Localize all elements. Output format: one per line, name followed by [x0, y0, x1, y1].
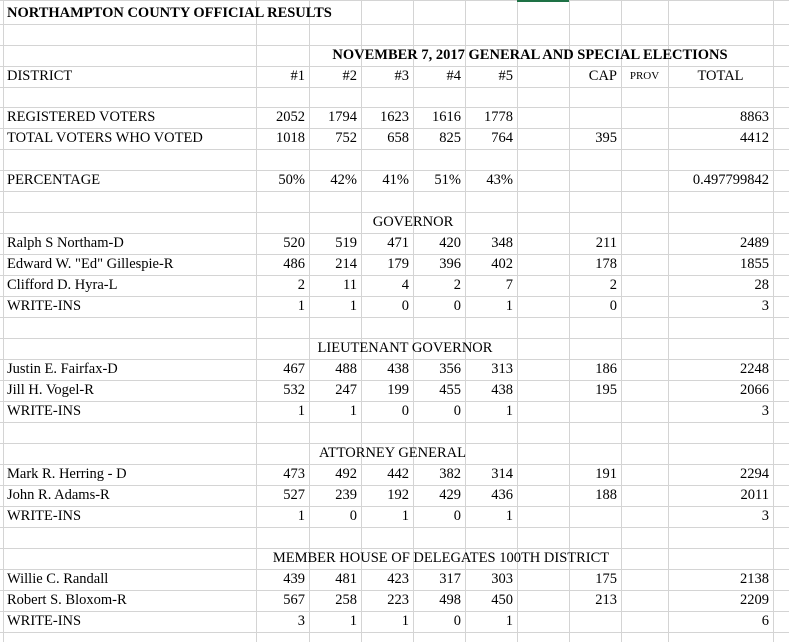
vote-cell[interactable]: 471: [387, 235, 409, 251]
vote-cell[interactable]: 520: [283, 235, 305, 251]
vote-cell[interactable]: 450: [491, 592, 513, 608]
vote-cell-total[interactable]: 2489: [740, 235, 769, 251]
vote-cell[interactable]: 396: [439, 256, 461, 272]
candidate-label[interactable]: Jill H. Vogel-R: [7, 382, 94, 398]
section-heading-attorney-general[interactable]: ATTORNEY GENERAL: [318, 445, 466, 461]
vote-cell[interactable]: 0: [453, 298, 461, 314]
vote-cell[interactable]: 0: [401, 298, 409, 314]
vote-cell[interactable]: 258: [335, 592, 357, 608]
vote-cell[interactable]: 429: [439, 487, 461, 503]
header-cap[interactable]: CAP: [588, 68, 617, 84]
election-title[interactable]: NOVEMBER 7, 2017 GENERAL AND SPECIAL ELECTIONS: [332, 47, 728, 63]
voted-label[interactable]: TOTAL VOTERS WHO VOTED: [7, 130, 203, 146]
voted-p2[interactable]: 752: [335, 130, 357, 146]
vote-cell[interactable]: 438: [387, 361, 409, 377]
vote-cell-total[interactable]: 2209: [740, 592, 769, 608]
vote-cell-total[interactable]: 2248: [740, 361, 769, 377]
candidate-label[interactable]: WRITE-INS: [7, 403, 82, 419]
section-heading-lt-governor[interactable]: LIEUTENANT GOVERNOR: [317, 340, 493, 356]
vote-cell[interactable]: 402: [491, 256, 513, 272]
vote-cell[interactable]: 455: [439, 382, 461, 398]
vote-cell[interactable]: 1: [505, 403, 513, 419]
candidate-label[interactable]: Clifford D. Hyra-L: [7, 277, 118, 293]
percentage-p5[interactable]: 43%: [486, 172, 513, 188]
active-cell-indicator: [517, 0, 569, 2]
vote-cell-cap[interactable]: 195: [595, 382, 617, 398]
percentage-p3[interactable]: 41%: [382, 172, 409, 188]
vote-cell[interactable]: 1: [297, 508, 305, 524]
candidate-label[interactable]: Mark R. Herring - D: [7, 466, 127, 482]
voted-cap[interactable]: 395: [595, 130, 617, 146]
vote-cell-total[interactable]: 3: [761, 508, 769, 524]
candidate-label[interactable]: Justin E. Fairfax-D: [7, 361, 118, 377]
candidate-label[interactable]: WRITE-INS: [7, 298, 82, 314]
vote-cell-total[interactable]: 3: [761, 403, 769, 419]
vote-cell[interactable]: 0: [349, 508, 357, 524]
vote-cell-cap[interactable]: 178: [595, 256, 617, 272]
section-heading-governor[interactable]: GOVERNOR: [372, 214, 454, 230]
vote-cell[interactable]: 1: [297, 298, 305, 314]
header-precinct-4[interactable]: #4: [446, 68, 461, 84]
vote-cell-cap[interactable]: 211: [595, 235, 617, 251]
vote-cell[interactable]: 1: [349, 403, 357, 419]
vote-cell[interactable]: 1: [401, 613, 409, 629]
registered-total[interactable]: 8863: [740, 109, 769, 125]
vote-cell[interactable]: 7: [505, 277, 513, 293]
vote-cell[interactable]: 436: [491, 487, 513, 503]
vote-cell[interactable]: 420: [439, 235, 461, 251]
candidate-label[interactable]: John R. Adams-R: [7, 487, 110, 503]
registered-p3[interactable]: 1623: [380, 109, 409, 125]
percentage-p2[interactable]: 42%: [330, 172, 357, 188]
vote-cell-cap[interactable]: 175: [595, 571, 617, 587]
vote-cell-cap[interactable]: 213: [595, 592, 617, 608]
registered-label[interactable]: REGISTERED VOTERS: [7, 109, 156, 125]
candidate-label[interactable]: Robert S. Bloxom-R: [7, 592, 127, 608]
vote-cell[interactable]: 0: [453, 403, 461, 419]
voted-p4[interactable]: 825: [439, 130, 461, 146]
vote-cell-cap[interactable]: 186: [595, 361, 617, 377]
vote-cell[interactable]: 199: [387, 382, 409, 398]
vote-cell[interactable]: 1: [349, 613, 357, 629]
vote-cell[interactable]: 313: [491, 361, 513, 377]
vote-cell[interactable]: 498: [439, 592, 461, 608]
vote-cell[interactable]: 239: [335, 487, 357, 503]
vote-cell[interactable]: 439: [283, 571, 305, 587]
vote-cell[interactable]: 11: [343, 277, 357, 293]
section-heading-house-delegates[interactable]: MEMBER HOUSE OF DELEGATES 100TH DISTRICT: [272, 550, 610, 566]
vote-cell-cap[interactable]: [569, 611, 621, 632]
vote-cell[interactable]: 481: [335, 571, 357, 587]
vote-cell-cap[interactable]: 191: [595, 466, 617, 482]
vote-cell[interactable]: 314: [491, 466, 513, 482]
vote-cell[interactable]: 247: [335, 382, 357, 398]
vote-cell[interactable]: 1: [505, 298, 513, 314]
header-precinct-5[interactable]: #5: [498, 68, 513, 84]
vote-cell[interactable]: 1: [505, 508, 513, 524]
vote-cell-cap[interactable]: 2: [609, 277, 617, 293]
vote-cell[interactable]: 473: [283, 466, 305, 482]
vote-cell[interactable]: 223: [387, 592, 409, 608]
vote-cell[interactable]: 1: [297, 403, 305, 419]
header-district[interactable]: DISTRICT: [7, 68, 73, 84]
vote-cell[interactable]: 423: [387, 571, 409, 587]
sheet-title[interactable]: NORTHAMPTON COUNTY OFFICIAL RESULTS: [7, 5, 332, 21]
header-precinct-1[interactable]: #1: [290, 68, 305, 84]
vote-cell[interactable]: 488: [335, 361, 357, 377]
candidate-label[interactable]: WRITE-INS: [7, 613, 82, 629]
vote-cell[interactable]: 492: [335, 466, 357, 482]
vote-cell[interactable]: 567: [283, 592, 305, 608]
vote-cell[interactable]: 179: [387, 256, 409, 272]
vote-cell[interactable]: 532: [283, 382, 305, 398]
vote-cell[interactable]: 1: [349, 298, 357, 314]
vote-cell[interactable]: 467: [283, 361, 305, 377]
vote-cell[interactable]: 442: [387, 466, 409, 482]
registered-cap[interactable]: [569, 107, 621, 128]
voted-p5[interactable]: 764: [491, 130, 513, 146]
candidate-label[interactable]: WRITE-INS: [7, 508, 82, 524]
vote-cell-total[interactable]: 28: [754, 277, 769, 293]
vote-cell[interactable]: 0: [401, 403, 409, 419]
vote-cell-total[interactable]: 1855: [740, 256, 769, 272]
percentage-label[interactable]: PERCENTAGE: [7, 172, 101, 188]
percentage-p1[interactable]: 50%: [278, 172, 305, 188]
vote-cell[interactable]: 303: [491, 571, 513, 587]
vote-cell-total[interactable]: 2294: [740, 466, 769, 482]
candidate-label[interactable]: Ralph S Northam-D: [7, 235, 124, 251]
vote-cell[interactable]: 486: [283, 256, 305, 272]
percentage-cap[interactable]: [569, 170, 621, 191]
vote-cell[interactable]: 317: [439, 571, 461, 587]
vote-cell-cap[interactable]: 0: [609, 298, 617, 314]
percentage-total[interactable]: 0.497799842: [692, 172, 769, 188]
voted-p3[interactable]: 658: [387, 130, 409, 146]
vote-cell[interactable]: 1: [401, 508, 409, 524]
voted-p1[interactable]: 1018: [276, 130, 305, 146]
vote-cell[interactable]: 356: [439, 361, 461, 377]
registered-p1[interactable]: 2052: [276, 109, 305, 125]
candidate-label[interactable]: Willie C. Randall: [7, 571, 109, 587]
registered-p2[interactable]: 1794: [328, 109, 357, 125]
header-precinct-2[interactable]: #2: [342, 68, 357, 84]
vote-cell[interactable]: 348: [491, 235, 513, 251]
vote-cell-cap[interactable]: [569, 401, 621, 422]
vote-cell-total[interactable]: 6: [761, 613, 769, 629]
percentage-p4[interactable]: 51%: [434, 172, 461, 188]
vote-cell[interactable]: 4: [401, 277, 409, 293]
registered-p4[interactable]: 1616: [432, 109, 461, 125]
vote-cell[interactable]: 3: [297, 613, 305, 629]
vote-cell-total[interactable]: 2138: [740, 571, 769, 587]
header-total[interactable]: TOTAL: [697, 68, 744, 84]
vote-cell-cap[interactable]: 188: [595, 487, 617, 503]
header-precinct-3[interactable]: #3: [394, 68, 409, 84]
vote-cell[interactable]: 2: [297, 277, 305, 293]
registered-p5[interactable]: 1778: [484, 109, 513, 125]
vote-cell[interactable]: 2: [453, 277, 461, 293]
vote-cell[interactable]: 214: [335, 256, 357, 272]
candidate-label[interactable]: Edward W. "Ed" Gillespie-R: [7, 256, 174, 272]
vote-cell[interactable]: 438: [491, 382, 513, 398]
vote-cell-total[interactable]: 3: [761, 298, 769, 314]
vote-cell[interactable]: 0: [453, 508, 461, 524]
vote-cell-total[interactable]: 2011: [740, 487, 769, 503]
vote-cell[interactable]: 527: [283, 487, 305, 503]
vote-cell[interactable]: 519: [335, 235, 357, 251]
vote-cell-total[interactable]: 2066: [740, 382, 769, 398]
voted-total[interactable]: 4412: [740, 130, 769, 146]
header-prov[interactable]: PROV: [629, 70, 660, 82]
vote-cell[interactable]: 0: [453, 613, 461, 629]
vote-cell[interactable]: 382: [439, 466, 461, 482]
vote-cell[interactable]: 1: [505, 613, 513, 629]
vote-cell-cap[interactable]: [569, 506, 621, 527]
vote-cell[interactable]: 192: [387, 487, 409, 503]
